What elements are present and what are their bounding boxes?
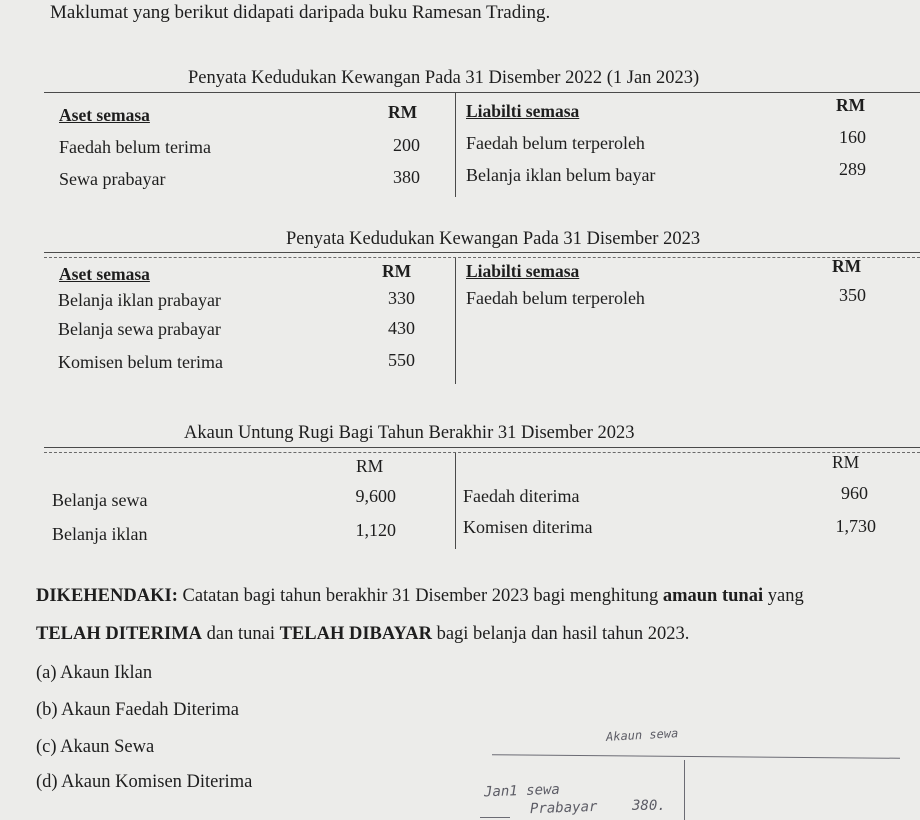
intro-text: Maklumat yang berikut didapati daripada buku Ramesan Trading.: [50, 2, 551, 23]
table2-right-header: Liabilti semasa: [466, 261, 580, 281]
table2-left-row-value: 330: [388, 288, 415, 308]
table1-right-row-value: 160: [839, 127, 866, 147]
table3-right-row-label: Faedah diterima: [463, 486, 580, 506]
table2-left-row-label: Belanja iklan prabayar: [58, 290, 221, 310]
table1-left-row-label: Faedah belum terima: [59, 137, 211, 157]
question-d: (d) Akaun Komisen Diterima: [36, 772, 253, 792]
table2-left-header: Aset semasa: [59, 264, 150, 284]
task-line-1: [36, 586, 804, 607]
handwritten-underline: [480, 817, 510, 818]
table1-left-row-label: Sewa prabayar: [59, 169, 166, 189]
table3-left-row-label: Belanja sewa: [52, 490, 148, 510]
table3-title: Akaun Untung Rugi Bagi Tahun Berakhir 31 Disember 2023: [184, 423, 635, 443]
table2-right-row-label: Faedah belum terperoleh: [466, 288, 645, 308]
task-text: bagi belanja dan hasil tahun 2023.: [431, 624, 690, 644]
task-text: yang: [763, 586, 804, 606]
table3-left-row-value: 1,120: [355, 520, 396, 540]
table1-left-row-value: 200: [393, 135, 420, 155]
task-text: Catatan bagi tahun berakhir 31 Disember 2023 bagi menghitung: [177, 586, 663, 606]
table1-right-row-value: 289: [839, 159, 866, 179]
table2-left-row-value: 430: [388, 318, 415, 338]
table1-title: Penyata Kedudukan Kewangan Pada 31 Disember 2022 (1 Jan 2023): [188, 68, 700, 88]
table3-right-row-label: Komisen diterima: [463, 517, 593, 537]
table2-left-row-value: 550: [388, 350, 415, 370]
table1-right-row-label: Faedah belum terperoleh: [466, 133, 645, 153]
table3-right-row-value: 960: [841, 483, 868, 503]
table3-top-rule: [44, 447, 920, 448]
table3-left-row-value: 9,600: [355, 486, 396, 506]
handwritten-account-title: Akaun sewa: [605, 726, 679, 744]
table2-right-rm: RM: [832, 256, 862, 276]
table1-top-rule: [44, 92, 920, 93]
handwritten-divider: [684, 760, 685, 820]
handwritten-top-rule: [492, 754, 900, 759]
task-bold-amaun-tunai: amaun tunai: [662, 586, 764, 606]
table2-divider: [455, 258, 456, 384]
table1-left-row-value: 380: [393, 167, 420, 187]
question-c: (c) Akaun Sewa: [36, 737, 155, 757]
table2-left-row-label: Komisen belum terima: [58, 352, 223, 372]
table2-left-rm: RM: [382, 261, 412, 281]
table3-right-row-value: 1,730: [835, 516, 876, 536]
table2-right-row-value: 350: [839, 285, 866, 305]
table2-dashed-rule: [44, 257, 920, 258]
table3-right-rm: RM: [832, 452, 860, 472]
table3-dashed-rule: [44, 452, 920, 453]
table2-title: Penyata Kedudukan Kewangan Pada 31 Disember 2023: [286, 229, 701, 249]
task-text: dan tunai: [202, 624, 280, 644]
table3-divider: [455, 453, 456, 549]
task-line-2: [36, 624, 689, 645]
question-a: (a) Akaun Iklan: [36, 663, 153, 683]
table1-left-rm: RM: [388, 102, 418, 122]
task-bold-telah-diterima: TELAH DITERIMA: [36, 624, 203, 644]
task-bold-telah-dibayar: TELAH DIBAYAR: [279, 624, 432, 644]
table3-left-row-label: Belanja iklan: [52, 524, 148, 544]
table2-left-row-label: Belanja sewa prabayar: [58, 319, 221, 339]
task-bold-dikehendaki: DIKEHENDAKI:: [36, 586, 178, 606]
table3-left-rm: RM: [356, 456, 384, 476]
handwritten-row-label: Jan1 sewa: [483, 781, 561, 801]
table1-left-header: Aset semasa: [59, 105, 150, 125]
table1-right-header: Liabilti semasa: [466, 101, 580, 121]
table1-divider: [455, 93, 456, 197]
table1-right-row-label: Belanja iklan belum bayar: [466, 165, 656, 185]
handwritten-row-value: 380.: [632, 798, 666, 814]
table1-right-rm: RM: [836, 95, 866, 115]
handwritten-row-label: Prabayar: [529, 798, 598, 818]
table2-top-rule: [44, 252, 920, 253]
question-b: (b) Akaun Faedah Diterima: [36, 700, 239, 720]
